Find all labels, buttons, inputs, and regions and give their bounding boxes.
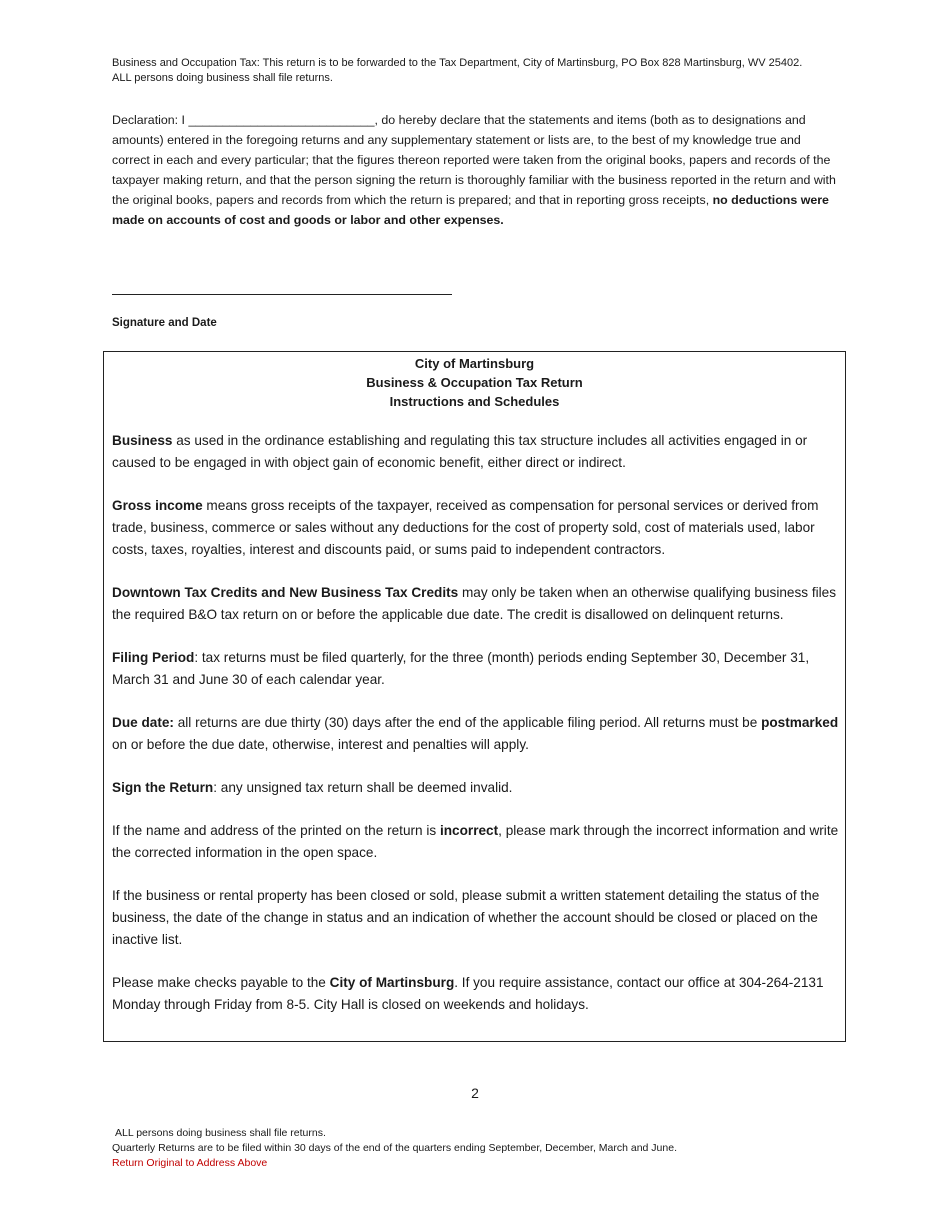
text-incorrect-2: , please mark through the incorrect information and write the corrected information in the open space. [112, 823, 839, 860]
signature-line[interactable] [112, 294, 452, 295]
header-notice [112, 56, 852, 86]
footer-line-return-original: Return Original to Address Above [112, 1157, 268, 1169]
text-due-date-1: all returns are due thirty (30) days after the end of the applicable filing period. All returns must be [173, 715, 762, 730]
declaration-paragraph [112, 110, 840, 230]
declaration-bold-text: no deductions were made on accounts of cost and goods or labor and other expenses. [112, 193, 829, 227]
text-sign-return: : any unsigned tax return shall be deemed invalid. [213, 780, 513, 795]
declaration-text: Declaration: I ___________________________, do hereby declare that the statements and items (both as to designations and amounts) entered in the foregoing returns and any supplementary statement or lists are, to the best of my knowledge true and correct in each and every particular; that the figures thereon reported were taken from the original books, papers and records of the taxpayer making return, and that the person signing the return is thoroughly familiar with the business reported in the return and with the original books, papers and records from which the return is prepared; and that in reporting gross receipts, [112, 113, 836, 207]
definition-tax-credits [112, 582, 840, 626]
term-incorrect: incorrect [439, 823, 499, 838]
definition-business [112, 430, 840, 474]
instructions-title-city: City of Martinsburg [414, 356, 535, 371]
text-business-closed: If the business or rental property has been closed or sold, please submit a written statement detailing the status of the business, the date of the change in status and an indication of whether the account should be closed or placed on the inactive list. [112, 888, 820, 947]
term-tax-credits: Downtown Tax Credits and New Business Tax Credits [112, 585, 459, 600]
instructions-title [104, 354, 845, 411]
text-due-date-2: on or before the due date, otherwise, interest and penalties will apply. [112, 737, 529, 752]
term-gross-income: Gross income [112, 498, 203, 513]
signature-label: Signature and Date [112, 317, 217, 329]
header-line-all-persons: ALL persons doing business shall file returns. [112, 72, 333, 84]
text-gross-income: means gross receipts of the taxpayer, received as compensation for personal services or derived from trade, business, commerce or sales without any deductions for the cost of property sold, cost of materials used, labor costs, taxes, royalties, interest and discounts paid, or sums paid to independent contractors. [112, 498, 819, 557]
text-checks-2: . If you require assistance, contact our office at 304-264-2131 Monday through Friday from 8-5. City Hall is closed on weekends and holidays. [112, 975, 824, 1012]
definition-gross-income [112, 495, 840, 561]
term-filing-period: Filing Period [112, 650, 195, 665]
term-postmarked: postmarked [761, 715, 839, 730]
text-incorrect-1: If the name and address of the printed on the return is [112, 823, 440, 838]
instructions-box [103, 351, 846, 1042]
text-tax-credits: may only be taken when an otherwise qualifying business files the required B&O tax return on or before the applicable due date. The credit is disallowed on delinquent returns. [112, 585, 837, 622]
footer-notice [112, 1126, 677, 1171]
footer-line-quarterly: Quarterly Returns are to be filed within 30 days of the end of the quarters ending September, December, March and June. [112, 1142, 677, 1154]
instruction-incorrect-address [112, 820, 840, 864]
instruction-checks-payable [112, 972, 840, 1016]
definition-due-date [112, 712, 840, 756]
text-checks-1: Please make checks payable to the [112, 975, 330, 990]
instructions-title-schedules: Instructions and Schedules [389, 394, 560, 409]
definition-filing-period [112, 647, 840, 691]
term-business: Business [112, 433, 173, 448]
term-due-date: Due date: [112, 715, 174, 730]
text-business: as used in the ordinance establishing and regulating this tax structure includes all activities engaged in or caused to be engaged in with object gain of economic benefit, either direct or indirect. [112, 433, 808, 470]
term-sign-return: Sign the Return [112, 780, 214, 795]
definition-sign-return [112, 777, 840, 799]
instructions-title-return: Business & Occupation Tax Return [366, 375, 583, 390]
term-city-of-martinsburg: City of Martinsburg [329, 975, 455, 990]
instruction-business-closed [112, 885, 840, 951]
header-line-forwarding: Business and Occupation Tax: This return is to be forwarded to the Tax Department, City of Martinsburg, PO Box 828 Martinsburg, WV 25402. [112, 57, 803, 69]
instructions-body [112, 430, 840, 1037]
footer-line-all-persons: ALL persons doing business shall file returns. [115, 1127, 326, 1139]
text-filing-period: : tax returns must be filed quarterly, for the three (month) periods ending September 30, December 31, March 31 and June 30 of each calendar year. [112, 650, 810, 687]
page-number: 2 [471, 1085, 479, 1101]
